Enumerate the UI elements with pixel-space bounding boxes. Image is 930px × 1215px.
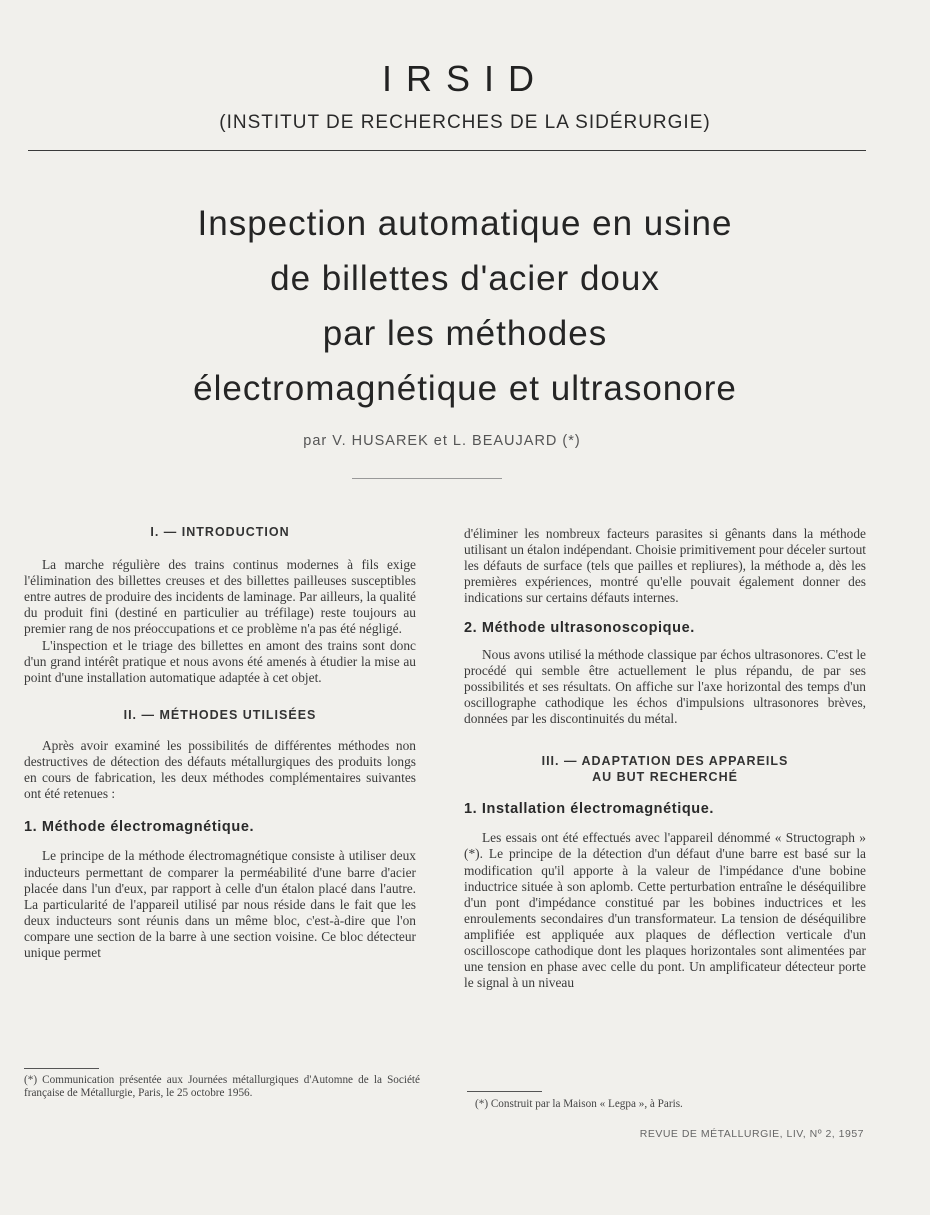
- section-heading-introduction: I. — INTRODUCTION: [150, 525, 290, 539]
- authors: par V. HUSAREK et L. BEAUJARD (*): [303, 433, 581, 449]
- left-column: [24, 524, 416, 961]
- section-heading-adaptation: [464, 753, 866, 785]
- title-line: de billettes d'acier doux: [270, 259, 660, 298]
- subheading-ultrasonic-method: 2. Méthode ultrasonoscopique.: [464, 620, 695, 637]
- footnote-left: (*) Communication présentée aux Journées métallurgiques d'Automne de la Société française de Métallurgie, Paris, le 25 octobre 1956.: [24, 1074, 420, 1099]
- paragraph: Les essais ont été effectués avec l'appareil dénommé « Structograph » (*). Le principe de la détection d'un défaut d'une barre est basé sur la modification qu'il apporte à la valeur de l'impédance d'une bobine inductrice située à son aplomb. Cette perturbation entraîne le déséquilibre d'un pont d'impédance constitué par les bobines inductrices et les enroulements secondaires d'un transformateur. La tension de déséquilibre amplifiée est appliquée aux plaques de déflection verticale d'un oscilloscope cathodique dont les plaques horizontales sont alimentées par une tension en phase avec celle du pont. Un amplificateur détecteur porte le signal à un niveau: [464, 830, 866, 991]
- title-line: Inspection automatique en usine: [197, 204, 733, 243]
- subheading-electromagnetic-method: 1. Méthode électromagnétique.: [24, 819, 255, 836]
- title-line: par les méthodes: [322, 314, 608, 353]
- header-rule: [28, 150, 866, 151]
- subheading-electromagnetic-installation: 1. Installation électromagnétique.: [464, 801, 715, 818]
- heading-line: III. — ADAPTATION DES APPAREILS: [541, 754, 789, 769]
- org-full-name: (INSTITUT DE RECHERCHES DE LA SIDÉRURGIE): [219, 112, 711, 133]
- footnote-rule: [24, 1068, 99, 1069]
- title-line: électromagnétique et ultrasonore: [193, 369, 737, 408]
- journal-reference: REVUE DE MÉTALLURGIE, LIV, Nº 2, 1957: [639, 1128, 864, 1140]
- right-column: [464, 526, 866, 991]
- paragraph: Nous avons utilisé la méthode classique par échos ultrasonores. C'est le procédé qui semble être actuellement le plus répandu, de par ses possibilités et ses résultats. On affiche sur l'axe horizontal des temps d'un oscillographe cathodique les échos d'impulsions ultrasonores brèves, données par les discontinuités du métal.: [464, 646, 866, 726]
- paragraph: d'éliminer les nombreux facteurs parasites si gênants dans la méthode utilisant un étalon indépendant. Choisie primitivement pour déceler surtout les défauts de surface (tels que pailles et repliures), la méthode a, dès les premières expériences, montré qu'elle pouvait également donner des indications sur certains défauts internes.: [464, 526, 867, 606]
- paragraph: L'inspection et le triage des billettes en amont des trains sont donc d'un grand intérêt pratique et nous avons été amenés à étudier la mise au point d'une installation automatique adaptée à cet objet.: [24, 637, 416, 685]
- article-title: [0, 196, 930, 416]
- footnote-right: (*) Construit par la Maison « Legpa », à Paris.: [475, 1098, 683, 1110]
- title-rule: [352, 478, 502, 479]
- section-heading-methods: II. — MÉTHODES UTILISÉES: [123, 707, 317, 722]
- paragraph: Après avoir examiné les possibilités de différentes méthodes non destructives de détection des défauts métallurgiques des produits longs en cours de fabrication, les deux méthodes complémentaires suivantes ont été retenues :: [24, 737, 416, 802]
- org-acronym: IRSID: [381, 58, 548, 99]
- footnote-rule: [467, 1091, 542, 1092]
- paragraph: La marche régulière des trains continus modernes à fils exige l'élimination des billettes creuses et des billettes pailleuses susceptibles entre autres de produire des incidents de laminage. Par ailleurs, la qualité du produit fini (destiné en particulier au tréfilage) reste toujours au premier rang de nos préoccupations et ce problème n'a pas été négligé.: [24, 557, 416, 637]
- paragraph: Le principe de la méthode électromagnétique consiste à utiliser deux inducteurs permettant de comparer la perméabilité d'une barre d'acier placée dans l'un d'eux, par rapport à celle d'un étalon placé dans l'autre. La particularité de l'appareil utilisé par nous réside dans le fait que les deux inducteurs sont réunis dans un même bloc, c'est-à-dire que l'on compare une section de la barre à une section voisine. Ce bloc détecteur unique permet: [24, 848, 416, 960]
- heading-line: AU BUT RECHERCHÉ: [592, 770, 738, 785]
